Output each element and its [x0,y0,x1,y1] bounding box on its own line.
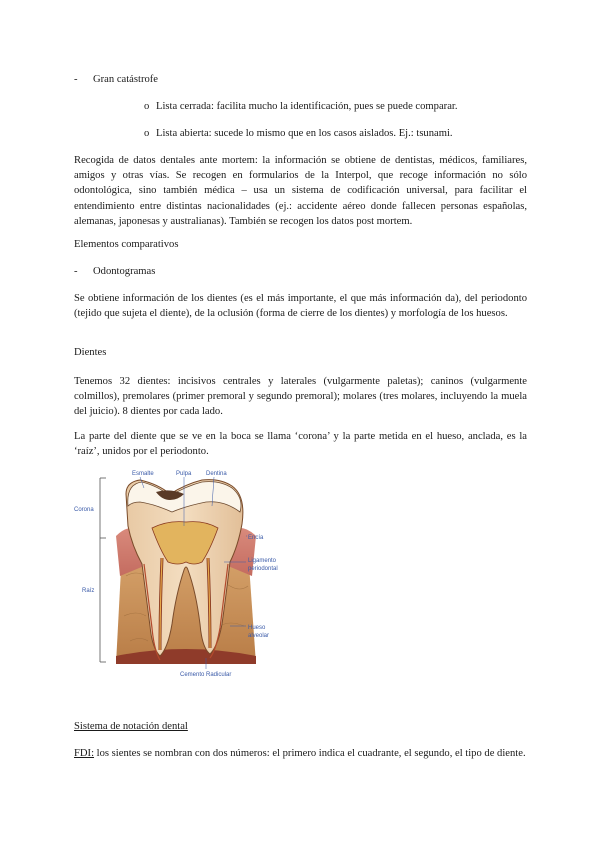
list-item-gran-catastrofe: Gran catástrofe [93,74,158,85]
label-hueso: Hueso [248,625,266,631]
paragraph-recogida-datos: Recogida de datos dentales ante mortem: la información se obtiene de dentistas, médicos, familiares, amigos y otras vías. Se recogen en formularios de la Interpol, que recoge información no sólo odontológica, sino también médica – usa un sistema de codificación universal, para facilitar el entendimiento entre distintas nacionalidades (ej.: accidente aéreo donde fallecen personas españolas, alemanas, japonesas y australianas). También se recogen los datos post mortem. [74,155,527,227]
label-ligamento: Ligamento [248,558,277,564]
label-corona: Corona [74,507,94,513]
paragraph-tenemos-32-dientes: Tenemos 32 dientes: incisivos centrales y laterales (vulgarmente paletas); caninos (vulgarmente colmillos), premolares (primer premoral y segundo premoral); molares (tres molares, incluyendo la muela del juicio). 8 dientes por cada lado. [74,376,527,418]
label-raiz: Raíz [82,588,95,594]
label-alveolar: alveolar [248,633,270,639]
label-pulpa: Pulpa [176,471,192,477]
tooth-anatomy-figure [60,466,290,680]
paragraph-informacion-dientes: Se obtiene información de los dientes (es el más importante, el que más información da), del periodonto (tejido que sujeta el diente), de la oclusión (forma de cierre de los dientes) y morfología de los huesos. [74,293,527,320]
fdi-text: los sientes se nombran con dos números: el primero indica el cuadrante, el segundo, el tipo de diente. [94,748,526,759]
label-dentina: Dentina [206,471,227,477]
label-esmalte: Esmalte [132,471,154,477]
sublist-bullet: o [144,101,150,112]
heading-sistema-notacion: Sistema de notación dental [74,721,188,732]
fdi-label: FDI: [74,748,95,759]
paragraph-corona-raiz: La parte del diente que se ve en la boca se llama ‘corona’ y la parte metida en el hueso, anclada, es la ‘raíz’, unidos por el periodonto. [74,431,527,458]
heading-elementos-comparativos: Elementos comparativos [74,239,179,250]
sublist-item-lista-abierta: Lista abierta: sucede lo mismo que en los casos aislados. Ej.: tsunami. [156,128,453,139]
label-encia: Encía [248,535,264,541]
list-item-odontogramas: Odontogramas [93,266,156,277]
sublist-bullet: o [144,128,150,139]
list-dash: - [74,74,78,85]
heading-dientes: Dientes [74,347,107,358]
label-periodontal: periodontal [248,566,278,572]
list-dash: - [74,266,78,277]
paragraph-fdi [74,746,527,761]
label-cemento-radicular: Cemento Radicular [180,672,232,678]
sublist-item-lista-cerrada: Lista cerrada: facilita mucho la identificación, pues se puede comparar. [156,101,458,112]
